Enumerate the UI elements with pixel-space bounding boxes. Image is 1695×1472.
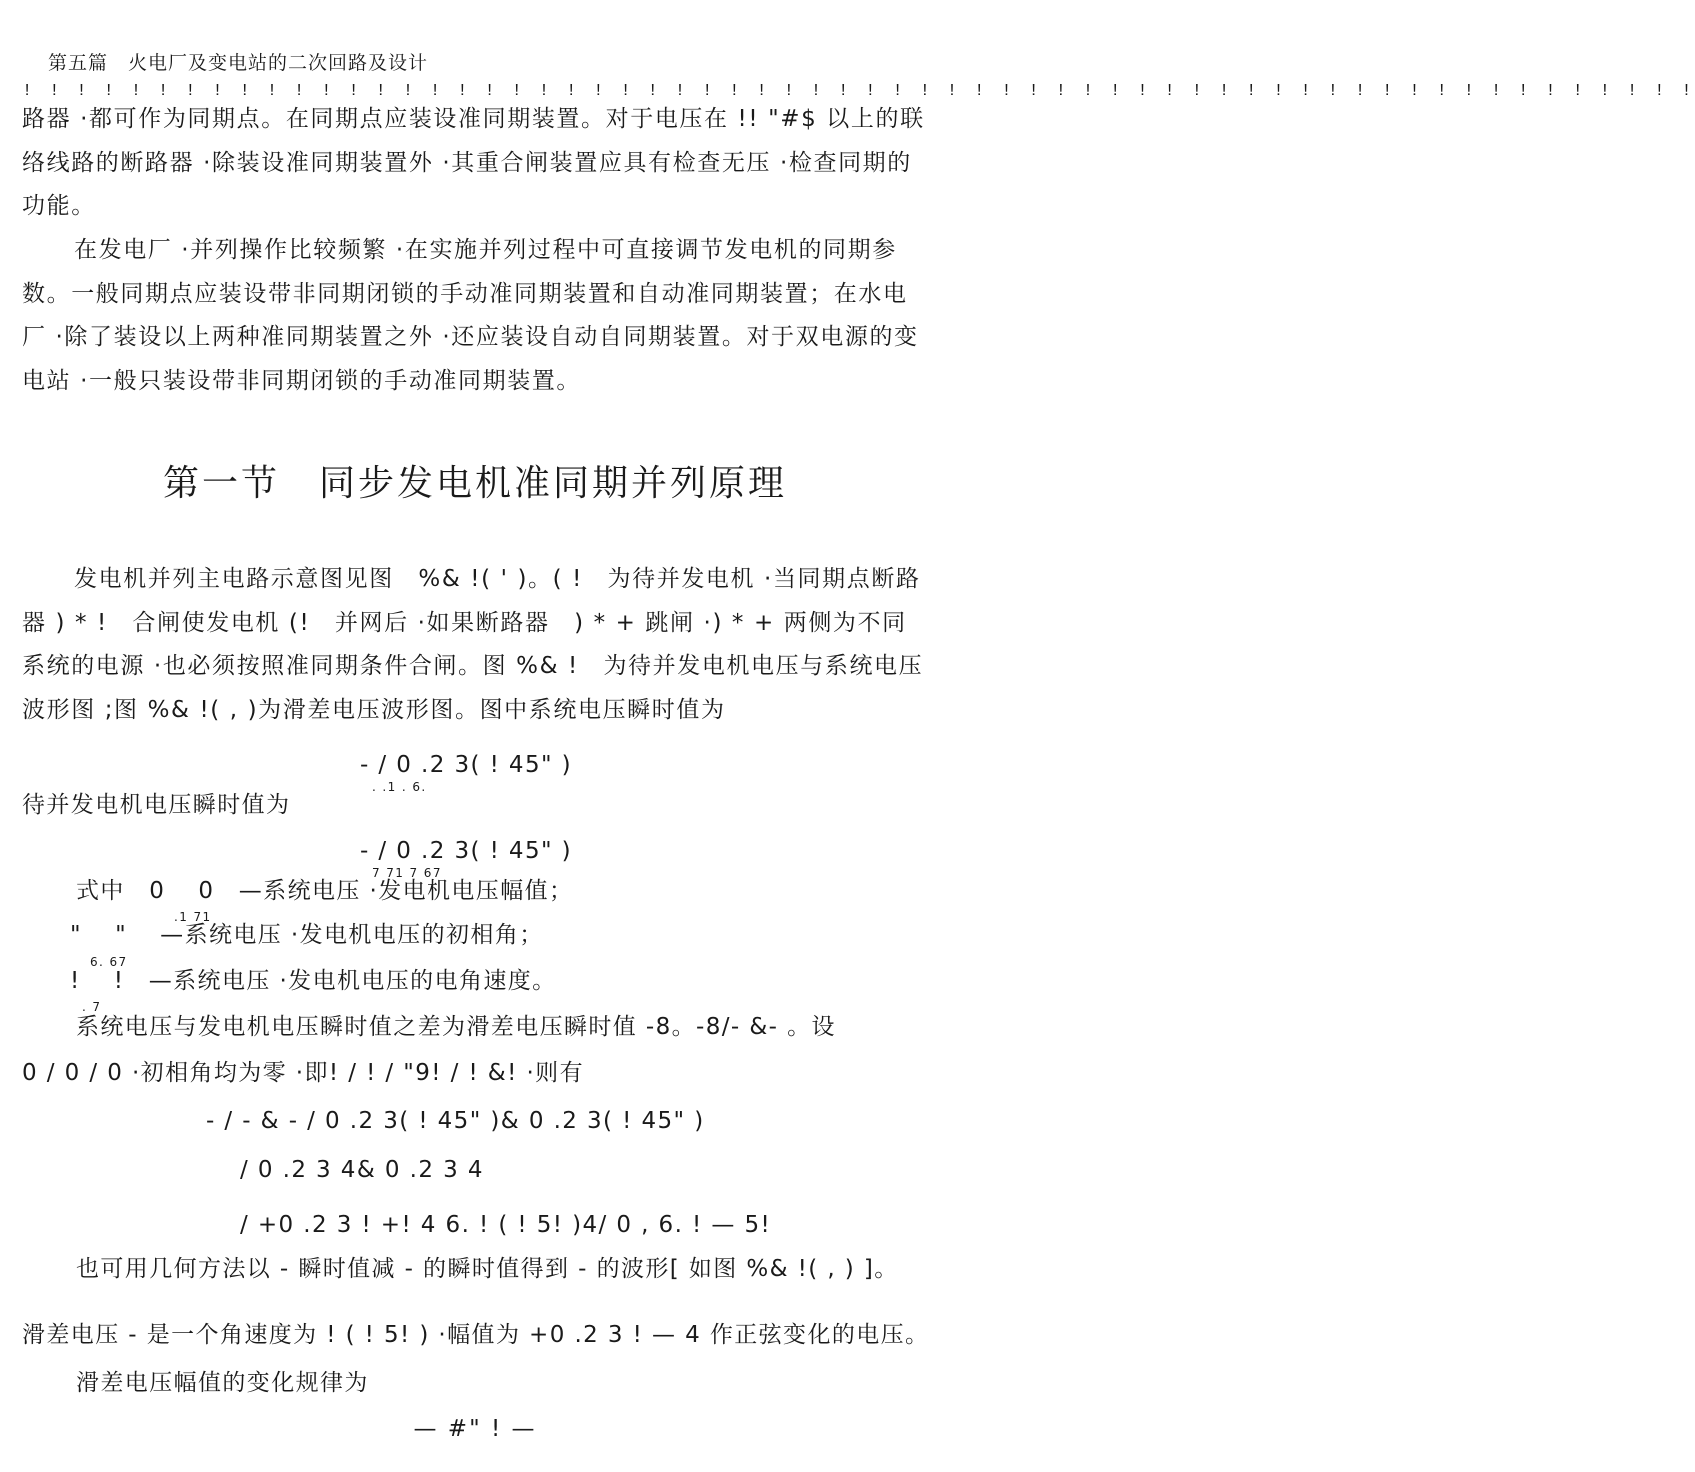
definition-phase-angle-subscripts: 6. 67 <box>90 955 128 969</box>
definition-amplitude: 式中 0 0 —系统电压 ·发电机电压幅值； <box>76 878 574 904</box>
paragraph-amplitude-law: 滑差电压幅值的变化规律为 <box>76 1370 369 1396</box>
equation-generator-voltage: - / 0 .2 3( ! 45" ) <box>360 838 573 864</box>
equation-slip-voltage-step2: / 0 .2 3 4& 0 .2 3 4 <box>240 1157 484 1183</box>
definition-phase-angle: " " —系统电压 ·发电机电压的初相角； <box>70 922 544 948</box>
paragraph-geometric-method: 也可用几何方法以 - 瞬时值减 - 的瞬时值得到 - 的波形[ 如图 %& !( , ) ]。 <box>76 1256 899 1282</box>
equation-system-voltage: - / 0 .2 3( ! 45" ) <box>360 752 573 778</box>
definition-amplitude-subscripts: .1 71 <box>174 910 212 924</box>
paragraph-zero-phase: 0 / 0 / 0 ·初相角均为零 ·即! / ! / "9! / ! &! ·则有 <box>22 1060 584 1086</box>
definition-angular-speed-subscripts: . 7 <box>82 1000 102 1014</box>
page-number: — #" ! — <box>413 1416 537 1442</box>
equation-slip-voltage-step3: / +0 .2 3 ! +! 4 6. ! ( ! 5! )4/ 0 , 6. ! — 5! <box>240 1212 772 1238</box>
equation-slip-voltage: - / - & - / 0 .2 3( ! 45" )& 0 .2 3( ! 45" ) <box>206 1108 705 1134</box>
paragraph-intro: 路器 ·都可作为同期点。在同期点应装设准同期装置。对于电压在 !! "#$ 以上的联络线路的断路器 ·除装设准同期装置外 ·其重合闸装置应具有检查无压 ·检查同期的功能。 <box>22 106 925 219</box>
section-title: 第一节 同步发电机准同期并列原理 <box>162 463 787 504</box>
paragraph-main-circuit <box>22 558 927 732</box>
running-header: 第五篇 火电厂及变电站的二次回路及设计 <box>48 52 429 74</box>
paragraph-slip-voltage: 系统电压与发电机电压瞬时值之差为滑差电压瞬时值 -8。-8/- &- 。设 <box>76 1014 836 1040</box>
definition-angular-speed: ! ! —系统电压 ·发电机电压的电角速度。 <box>70 968 557 994</box>
equation-generator-voltage-subscripts: 7 71 7 67 <box>372 866 442 880</box>
paragraph-power-plant-text: 在发电厂 ·并列操作比较频繁 ·在实施并列过程中可直接调节发电机的同期参数。一般同期点应装设带非同期闭锁的手动准同期装置和自动准同期装置；在水电厂 ·除了装设以上两种准同期装置之外 ·还应装设自动自同期装置。对于双电源的变电站 ·一般只装设带非同期闭锁的手动准同期装置。 <box>22 237 919 394</box>
equation-system-voltage-subscripts: . .1 . 6. <box>372 780 427 794</box>
paragraph-power-plant <box>22 229 927 403</box>
label-generator-voltage: 待并发电机电压瞬时值为 <box>22 792 291 818</box>
header-rule: ! ! ! ! ! ! ! ! ! ! ! ! ! ! ! ! ! ! ! ! ! ! ! ! ! ! ! ! ! ! ! ! ! ! ! ! ! ! ! ! ! ! ! ! ! ! ! ! ! ! ! ! ! ! ! ! ! ! ! ! ! ! <box>22 82 1695 101</box>
paragraph-slip-voltage-description: 滑差电压 - 是一个角速度为 ! ( ! 5! ) ·幅值为 +0 .2 3 ! — 4 作正弦变化的电压。 <box>22 1322 930 1348</box>
paragraph-main-circuit-text: 发电机并列主电路示意图见图 %& !( ' )。( ! 为待并发电机 ·当同期点断路器 ) * ! 合闸使发电机 (! 并网后 ·如果断路器 ) * + 跳闸 ·) * + 两侧为不同系统的电源 ·也必须按照准同期条件合闸。图 %& ! 为待并发电机电压与系统电压波形图 ;图 %& !( , )为滑差电压波形图。图中系统电压瞬时值为 <box>22 566 924 723</box>
